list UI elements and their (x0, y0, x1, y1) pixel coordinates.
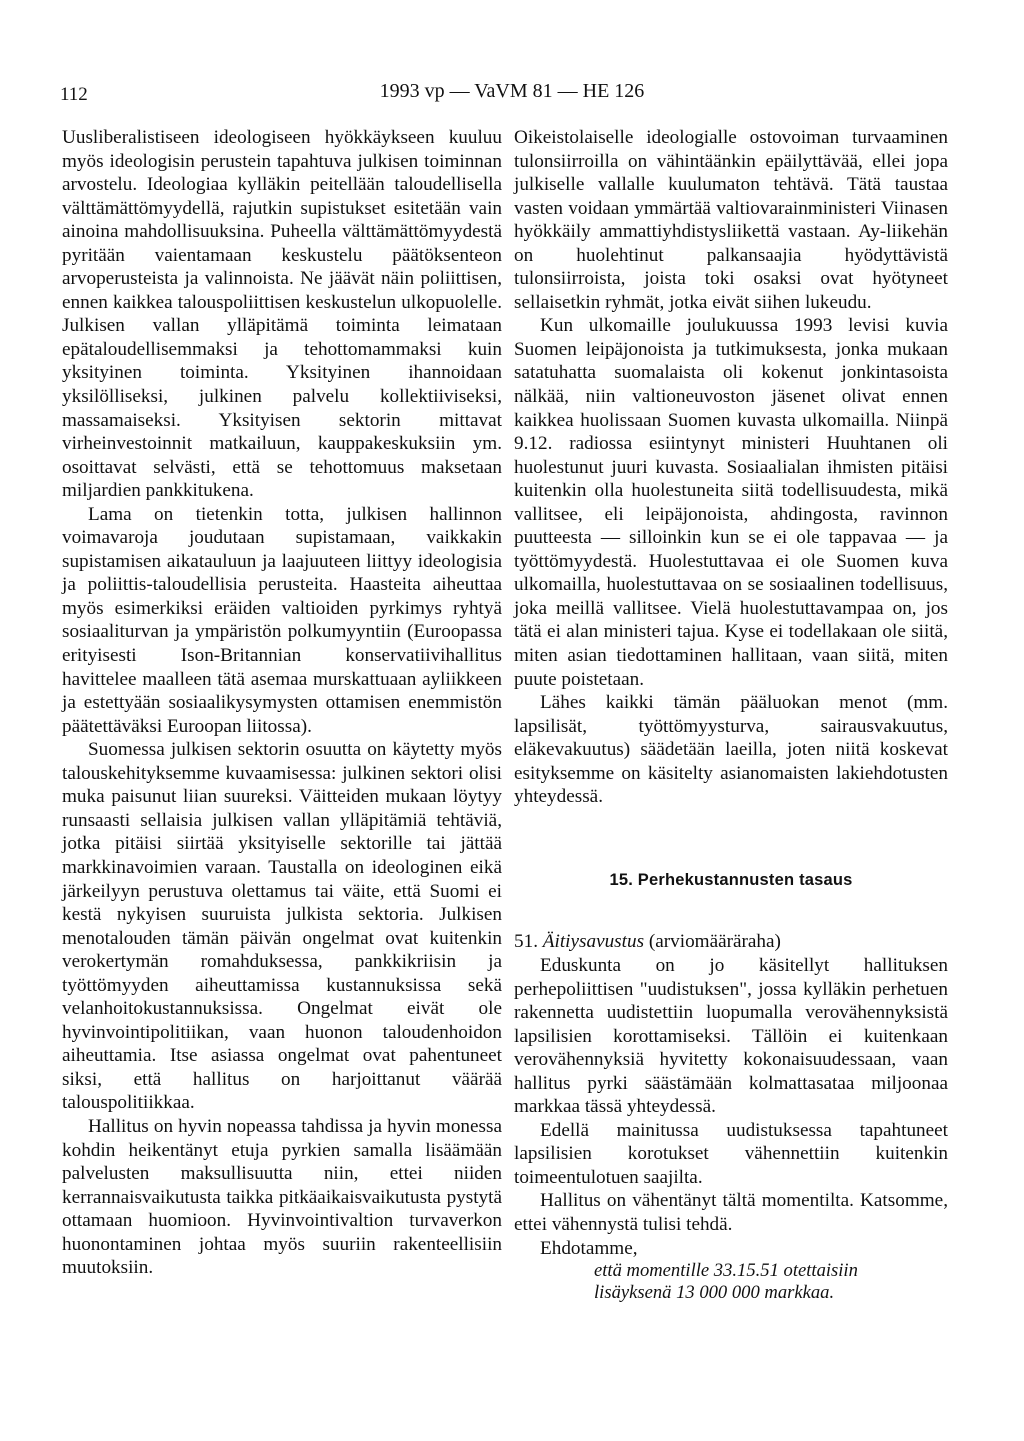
paragraph: Uusliberalistiseen ideologiseen hyökkäykseen kuuluu myös ideologisin perustein tapahtuva julkisen toiminnan arvostelu. Ideologiaa kylläkin peitellään taloudellisella välttämättömyydellä, rajutkin supistukset esitetään vain ainoina mahdollisuuksina. Puheella välttämättömyydestä pyritään vaientamaan keskustelu päätöksenteon arvoperusteista ja valinnoista. Ne jäävät näin poliittisen, ennen kaikkea talouspoliittisen keskustelun ulkopuolelle. Julkisen vallan ylläpitämä toiminta leimataan epätaloudellisemmaksi ja tehottomammaksi kuin yksityinen toiminta. Yksityinen ihannoidaan yksilölliseksi, julkinen palvelu kollektiiviseksi, massamaiseksi. Yksityisen sektorin mittavat virheinvestoinnit matkailuun, kauppakeskuksiin ym. osoittavat selvästi, että se tehottomuus maksetaan miljardien pankkitukena. (62, 127, 502, 502)
running-header: 1993 vp — VaVM 81 — HE 126 (379, 80, 645, 102)
right-column (514, 126, 948, 1304)
paragraph: Ehdotamme, (540, 1237, 638, 1259)
item-title: Äitiysavustus (542, 931, 645, 953)
page-number: 112 (60, 84, 88, 105)
paragraph: Lama on tietenkin totta, julkisen hallinnon voimavaroja joudutaan supistamaan, vaikkakin supistamisen aikatauluun ja laajuuteen liittyy ideologisia ja poliittis-taloudellisia perusteita. Haasteita aiheuttaa myös esimerkiksi eräiden valtioiden pyrkimys ryhtyä sosiaaliturvan ja ympäristön polkumyyntiin (Euroopassa erityisesti Ison-Britannian konservatiivihallitus havittelee maalleen tätä asemaa murskattuaan ayliikkeen ja estettyään sosiaalikysymysten ottamisen enemmistön päätettäväksi Euroopan liitossa). (62, 503, 502, 737)
paragraph: Lähes kaikki tämän pääluokan menot (mm. lapsilisät, työttömyysturva, sairausvakuutus, eläkevakuutus) säädetään laeilla, joten niitä koskevat esityksemme on käsitelty asianomaisten lakiehdotusten yhteydessä. (514, 692, 948, 808)
paragraph: Hallitus on hyvin nopeassa tahdissa ja hyvin monessa kohdin heikentänyt etuja pyrkien samalla lisäämään palvelusten maksullisuutta niin, ettei niiden kerrannaisvaikutusta taikka pitkäaikaisvaikutusta pystytä ottamaan huomioon. Hyvinvointivaltion turvaverkon huonontaminen johtaa myös suuriin rakenteellisiin muutoksiin. (62, 1115, 502, 1279)
paragraph: Edellä mainitussa uudistuksessa tapahtuneet lapsilisien korotukset vähennettiin kuitenkin toimeentulotuen saajilta. (514, 1119, 948, 1188)
paragraph: Oikeistolaiselle ideologialle ostovoiman turvaaminen tulonsiirroilla on vähintäänkin epäilyttävää, ellei jopa julkiselle vallalle kuulumaton tehtävä. Tätä taustaa vasten voidaan ymmärtää valtiovarainministeri Viinasen hyökkäily ammattiyhdistysliikettä vastaan. Ay-liikehän on huolehtinut palkansaajia hyödyttävistä tulonsiirroista, joista toki osaksi ovat hyötyneet sellaisetkin ryhmät, jotka eivät siihen lukeudu. (514, 127, 948, 313)
budget-item-heading (514, 930, 948, 954)
paragraph: Hallitus on vähentänyt tältä momentilta. Katsomme, ettei vähennystä tulisi tehdä. (514, 1190, 948, 1235)
paragraph: Kun ulkomaille joulukuussa 1993 levisi kuvia Suomen leipäjonoista ja tutkimuksesta, jonka mukaan satatuhatta suomalaista oli kokenut jonkintasoista nälkää, niin valtioneuvoston jäsenet olivat ennen kaikkea huolissaan Suomen kuvasta ulkomailla. Niinpä 9.12. radiossa esiintynyt ministeri Huuhtanen oli huolestunut juuri kuvasta. Sosiaalialan ihmisten pitäisi kuitenkin olla huolestuneita siitä todellisuudesta, mikä vallitsee, eli leipäjonoista, ahdingosta, ravinnon puutteesta — silloinkin kun se ei ole tappavaa — ja työttömyydestä. Huolestuttavaa ei ole Suomen kuva ulkomailla, huolestuttavaa on se sosiaalinen todellisuus, joka meillä vallitsee. Vielä huolestuttavampaa on, jos tätä ei alan ministeri tajua. Kyse ei todellakaan ole siitä, miten asian tiedottaminen hallitaan, vaan siitä, miten puute poistetaan. (514, 315, 948, 690)
paragraph: Eduskunta on jo käsitellyt hallituksen perhepoliittisen "uudistuksen", jossa kylläkin perhetuen rakennetta uudistettiin luopumalla verovähennyksistä lapsilisien korottamiseksi. Tällöin ei kuitenkaan verovähennyksiä hyvitetty kokonaisuudessaan, vaan hallitus pyrki säästämään kolmattasataa miljoonaa markkaa tässä yhteydessä. (514, 954, 948, 1118)
section-heading: 15. Perhekustannusten tasaus (609, 870, 853, 889)
item-number: 51. (514, 931, 538, 953)
paragraph: Suomessa julkisen sektorin osuutta on käytetty myös talouskehityksemme kuvaamisessa: julkinen sektori olisi muka paisunut liian suureksi. Väitteiden mukaan löytyy runsaasti sellaisia julkisen vallan ylläpitämiä tehtäviä, jotka pitäisi siirtää yksityiselle sektorille tai jättää markkinavoimien varaan. Taustalla on ideologinen eikä järkeilyyn perustuva olettamus tai väite, että Suomi ei kestä nykyisen suuruista julkista sektoria. Julkisen menotalouden tämän päivän ongelmat ovat kuitenkin verokertymän romahduksessa, pankkikriisin ja työttömyyden aiheuttamissa kustannuksissa sekä velanhoitokustannuksissa. Ongelmat eivät ole hyvinvointipolitiikan, vaan huonon taloudenhoidon aiheuttamia. Itse asiassa ongelmat ovat pahentuneet siksi, että hallitus on harjoittanut väärää talouspolitiikkaa. (62, 739, 502, 1114)
left-column (62, 126, 502, 1280)
proposal-statement: että momentille 33.15.51 otettaisiin lisäyksenä 13 000 000 markkaa. (594, 1260, 858, 1304)
item-type: (arviomääräraha) (648, 931, 781, 953)
